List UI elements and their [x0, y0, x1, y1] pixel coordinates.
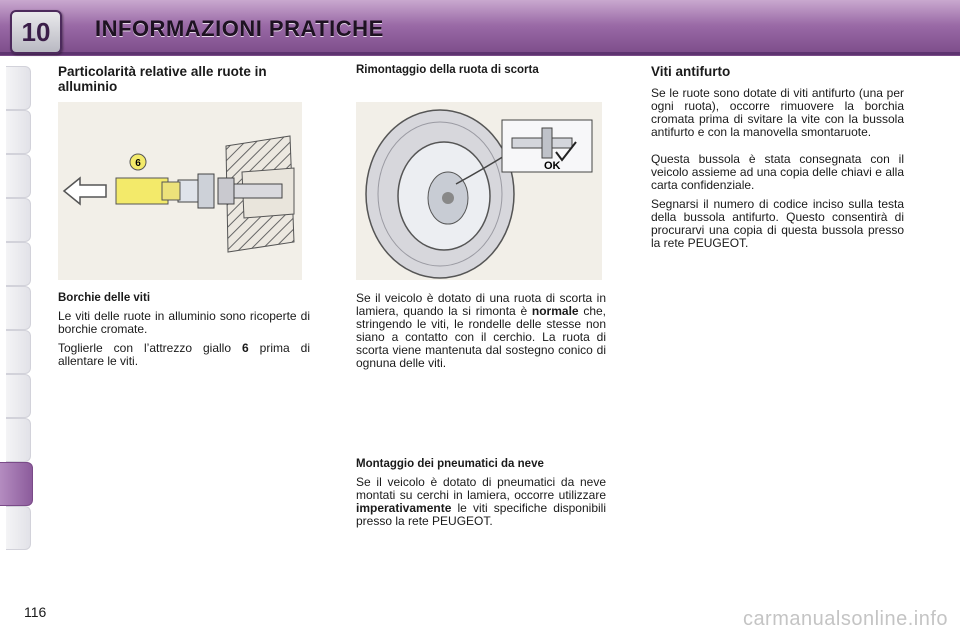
section-heading-alloy: Particolarità relative alle ruote in alluminio: [58, 64, 267, 94]
chapter-tab[interactable]: [6, 286, 31, 330]
chapter-tab[interactable]: [6, 418, 31, 462]
chapter-number-badge: 10: [10, 10, 62, 54]
chapter-tab[interactable]: [6, 66, 31, 110]
section-hub-caps: [58, 292, 310, 374]
section-heading-spare: Rimontaggio della ruota di scorta: [356, 64, 539, 76]
chapter-tab[interactable]: [6, 242, 31, 286]
chapter-tab[interactable]: [6, 110, 31, 154]
paragraph-spare-wheel: Se il veicolo è dotato di una ruota di scorta in lamiera, quando la si rimonta è normale che, stringendo le viti, le rondelle delle stesse non siano a contatto con il cerchio. La ruota di scorta viene mantenuta dal sostegno conico di ognuna delle viti.: [356, 291, 607, 370]
column-antitheft: [651, 64, 904, 256]
chapter-tab-active[interactable]: [0, 462, 33, 506]
figure-hub-cap-removal: [58, 102, 302, 280]
paragraph-snow-tyres: Se il veicolo è dotato di pneumatici da neve montati su cerchi in lamiera, occorre utilizzare imperativamente le viti specifiche disponibili presso la rete PEUGEOT.: [356, 475, 606, 528]
paragraph-antitheft-3: Segnarsi il numero di codice inciso sulla testa della bussola antifurto. Questo consentirà di procurarvi una copia di questa bussola presso la rete PEUGEOT.: [651, 197, 904, 250]
paragraph-remove-caps: Toglierle con l’attrezzo giallo 6 prima di allentare le viti.: [58, 341, 310, 368]
paragraph-antitheft-1: Se le ruote sono dotate di viti antifurto (una per ogni ruota), occorre rimuovere la borchia cromata prima di svitare la vite con la bussola antifurto e con la manovella smontaruote.: [651, 86, 904, 139]
paragraph-antitheft-2: Questa bussola è stata consegnata con il veicolo assieme ad una copia delle chiavi e alla carta confidenziale.: [651, 152, 904, 192]
subheading-hub-caps: Borchie delle viti: [58, 292, 151, 304]
column-alloy-wheels: [58, 64, 310, 94]
chapter-title: INFORMAZIONI PRATICHE: [95, 16, 384, 41]
section-heading-antitheft: Viti antifurto: [651, 64, 731, 79]
header-divider: [0, 52, 960, 55]
figure-label-ok: OK: [544, 160, 561, 172]
chapter-tabs: [0, 64, 34, 584]
section-snow-tyres: [356, 458, 606, 534]
page-number: 116: [24, 604, 47, 620]
hub-cap-illustration: [58, 102, 302, 280]
chapter-tab[interactable]: [6, 330, 31, 374]
figure-spare-wheel: [356, 102, 602, 280]
paragraph-hub-caps: Le viti delle ruote in alluminio sono ricoperte di borchie cromate.: [58, 309, 310, 336]
section-heading-snow: Montaggio dei pneumatici da neve: [356, 458, 544, 470]
section-spare-wheel-text: [356, 292, 606, 376]
chapter-tab[interactable]: [6, 374, 31, 418]
chapter-tab[interactable]: [6, 154, 31, 198]
chapter-tab[interactable]: [6, 198, 31, 242]
chapter-tab[interactable]: [6, 506, 31, 550]
column-spare-wheel: [356, 64, 606, 77]
site-watermark: carmanualsonline.info: [742, 608, 948, 630]
spare-wheel-illustration: [356, 102, 602, 280]
chapter-header: [0, 0, 960, 56]
figure-label-6: 6: [135, 158, 141, 169]
